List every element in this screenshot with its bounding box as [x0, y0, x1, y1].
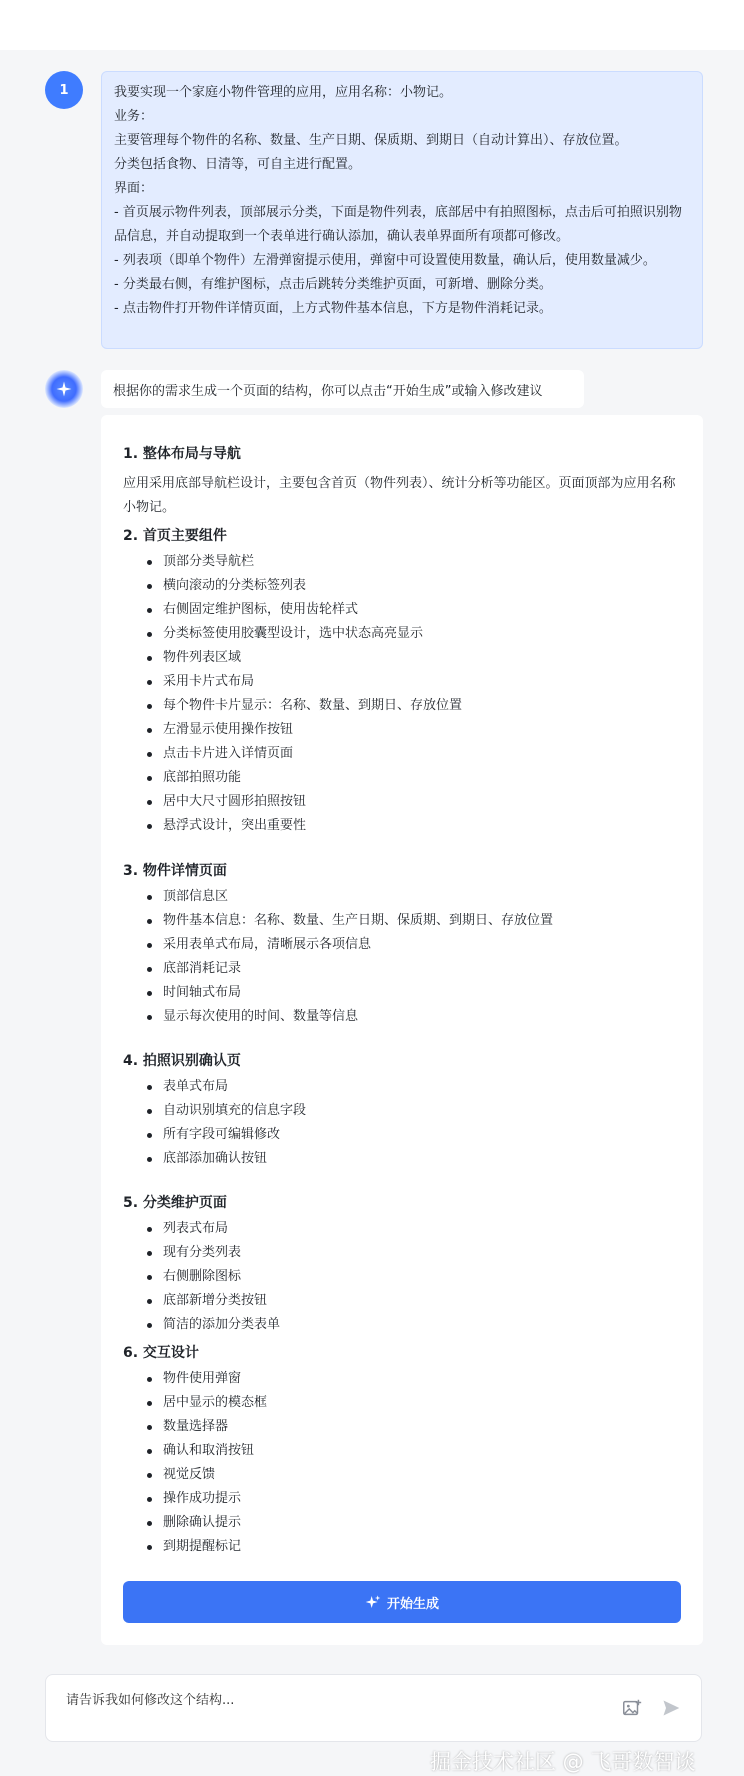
- list-item: 底部消耗记录: [123, 957, 553, 981]
- send-icon[interactable]: [661, 1698, 681, 1718]
- list-item: 所有字段可编辑修改: [123, 1123, 306, 1147]
- list-item: 顶部信息区: [123, 885, 553, 909]
- list-item: 到期提醒标记: [123, 1535, 267, 1559]
- list-item: 操作成功提示: [123, 1487, 267, 1511]
- section-list: [123, 885, 553, 1029]
- list-item: 视觉反馈: [123, 1463, 267, 1487]
- start-generate-label: 开始生成: [386, 1596, 439, 1612]
- watermark: 掘金技术社区 @ 飞哥数智谈: [430, 1750, 696, 1774]
- list-item: 列表式布局: [123, 1217, 280, 1241]
- user-message-line: 分类包括食物、日清等，可自主进行配置。: [114, 157, 362, 172]
- section-title: 4. 拍照识别确认页: [123, 1053, 241, 1069]
- ai-intro-message: [101, 370, 584, 408]
- list-item: 每个物件卡片显示：名称、数量、到期日、存放位置: [123, 694, 462, 718]
- list-item: 采用卡片式布局: [123, 670, 462, 694]
- ai-structure-card: [101, 415, 703, 1645]
- modify-suggestion-input[interactable]: [64, 1689, 568, 1711]
- list-item: 现有分类列表: [123, 1241, 280, 1265]
- user-message: [101, 71, 703, 349]
- section-title: 5. 分类维护页面: [123, 1195, 227, 1211]
- list-item: 确认和取消按钮: [123, 1439, 267, 1463]
- section-title: 2. 首页主要组件: [123, 528, 227, 544]
- list-item: 物件使用弹窗: [123, 1367, 267, 1391]
- image-upload-icon[interactable]: [621, 1697, 643, 1719]
- top-bar: [0, 0, 744, 50]
- sparkle-icon: [365, 1594, 381, 1610]
- list-item: 删除确认提示: [123, 1511, 267, 1535]
- list-item: 分类标签使用胶囊型设计，选中状态高亮显示: [123, 622, 462, 646]
- section-list: [123, 1367, 267, 1559]
- user-message-line: 界面：: [114, 181, 154, 196]
- list-item: 居中显示的模态框: [123, 1391, 267, 1415]
- list-item: 底部添加确认按钮: [123, 1147, 306, 1171]
- list-item: 简洁的添加分类表单: [123, 1313, 280, 1337]
- user-message-line: - 分类最右侧，有维护图标，点击后跳转分类维护页面，可新增、删除分类。: [114, 277, 552, 292]
- section-title: 1. 整体布局与导航: [123, 446, 241, 462]
- user-message-line: 主要管理每个物件的名称、数量、生产日期、保质期、到期日（自动计算出）、存放位置。: [114, 133, 628, 148]
- user-message-line: - 首页展示物件列表，顶部展示分类，下面是物件列表，底部居中有拍照图标，点击后可拍照识别物品信息，并自动提取到一个表单进行确认添加，确认表单界面所有项都可修改。: [114, 205, 682, 244]
- list-item: 采用表单式布局，清晰展示各项信息: [123, 933, 553, 957]
- user-message-line: - 列表项（即单个物件）左滑弹窗提示使用，弹窗中可设置使用数量，确认后，使用数量减少。: [114, 253, 656, 268]
- start-generate-button[interactable]: [123, 1581, 681, 1623]
- section-list: [123, 1075, 306, 1171]
- ai-avatar: [45, 370, 83, 408]
- list-item: 右侧固定维护图标，使用齿轮样式: [123, 598, 462, 622]
- user-message-line: 我要实现一个家庭小物件管理的应用，应用名称：小物记。: [114, 85, 453, 100]
- list-item: 点击卡片进入详情页面: [123, 742, 462, 766]
- section-title: 6. 交互设计: [123, 1345, 199, 1361]
- list-item: 右侧删除图标: [123, 1265, 280, 1289]
- list-item: 时间轴式布局: [123, 981, 553, 1005]
- list-item: 物件列表区域: [123, 646, 462, 670]
- ai-intro-text: 根据你的需求生成一个页面的结构，你可以点击“开始生成”或输入修改建议: [113, 383, 543, 399]
- list-item: 底部新增分类按钮: [123, 1289, 280, 1313]
- modify-suggestion-box[interactable]: [45, 1674, 702, 1742]
- section-list: [123, 550, 462, 838]
- list-item: 顶部分类导航栏: [123, 550, 462, 574]
- list-item: 自动识别填充的信息字段: [123, 1099, 306, 1123]
- user-message-line: - 点击物件打开物件详情页面，上方式物件基本信息，下方是物件消耗记录。: [114, 301, 552, 316]
- list-item: 底部拍照功能: [123, 766, 462, 790]
- list-item: 物件基本信息：名称、数量、生产日期、保质期、到期日、存放位置: [123, 909, 553, 933]
- list-item: 横向滚动的分类标签列表: [123, 574, 462, 598]
- list-item: 数量选择器: [123, 1415, 267, 1439]
- list-item: 左滑显示使用操作按钮: [123, 718, 462, 742]
- section-title: 3. 物件详情页面: [123, 863, 227, 879]
- user-avatar: 1: [45, 71, 83, 109]
- section-paragraph: 应用采用底部导航栏设计，主要包含首页（物件列表）、统计分析等功能区。页面顶部为应用名称小物记。: [123, 476, 676, 515]
- list-item: 居中大尺寸圆形拍照按钮: [123, 790, 462, 814]
- list-item: 显示每次使用的时间、数量等信息: [123, 1005, 553, 1029]
- user-message-line: 业务：: [114, 109, 154, 124]
- list-item: 表单式布局: [123, 1075, 306, 1099]
- list-item: 悬浮式设计，突出重要性: [123, 814, 462, 838]
- section-list: [123, 1217, 280, 1337]
- sparkle-icon: [55, 380, 73, 398]
